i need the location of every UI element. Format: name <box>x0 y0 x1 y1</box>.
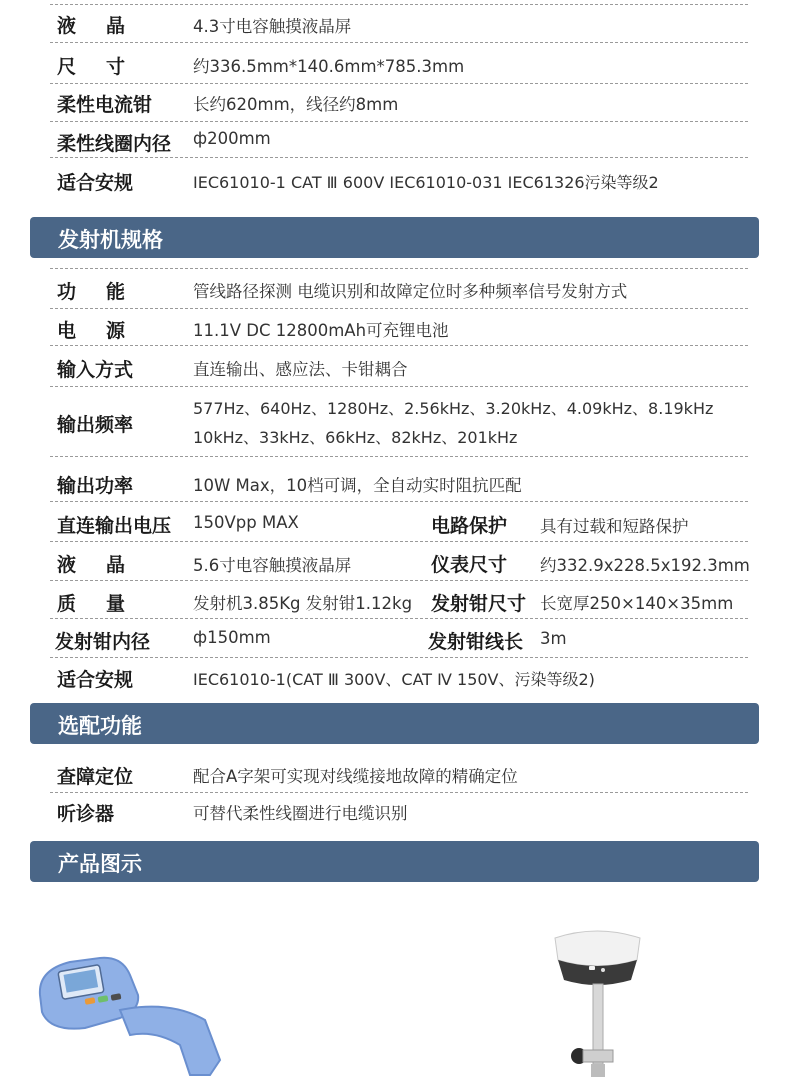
separator <box>50 580 748 581</box>
stethoscope-value: 可替代柔性线圈进行电缆识别 <box>193 804 408 823</box>
input-mode-value: 直连输出、感应法、卡钳耦合 <box>193 360 408 379</box>
function-value: 管线路径探测 电缆识别和故障定位时多种频率信号发射方式 <box>193 282 628 301</box>
output-freq-line2: 10kHz、33kHz、66kHz、82kHz、201kHz <box>193 428 518 447</box>
flex-clamp-label: 柔性电流钳 <box>57 94 153 116</box>
flex-clamp-value: 长约620mm，线径约8mm <box>193 95 399 114</box>
instrument-size-label: 仪表尺寸 <box>431 554 508 576</box>
gnss-receiver-image <box>545 928 650 1077</box>
separator <box>50 541 748 542</box>
receiver-lcd-label: 液晶 <box>57 15 156 37</box>
separator <box>50 42 748 43</box>
separator <box>50 157 748 158</box>
receiver-lcd-value: 4.3寸电容触摸液晶屏 <box>193 17 352 36</box>
receiver-size-value: 约336.5mm*140.6mm*785.3mm <box>193 57 465 76</box>
output-freq-line1: 577Hz、640Hz、1280Hz、2.56kHz、3.20kHz、4.09kHz、8.19kHz <box>193 399 714 418</box>
section-title: 选配功能 <box>58 714 142 738</box>
separator <box>50 792 748 793</box>
output-power-label: 输出功率 <box>57 475 134 497</box>
function-label: 功能 <box>57 281 156 303</box>
clamp-inner-value: ф150mm <box>193 628 271 647</box>
section-header-optional <box>30 703 759 744</box>
separator <box>50 345 748 346</box>
direct-voltage-label: 直连输出电压 <box>57 515 172 537</box>
separator <box>50 121 748 122</box>
separator <box>50 456 748 457</box>
receiver-safety-label: 适合安规 <box>57 172 134 194</box>
weight-label: 质量 <box>57 593 156 615</box>
circuit-protection-label: 电路保护 <box>431 515 508 537</box>
section-header-transmitter <box>30 217 759 258</box>
power-value: 11.1V DC 12800mAh可充锂电池 <box>193 321 449 340</box>
output-power-value: 10W Max，10档可调，全自动实时阻抗匹配 <box>193 476 522 495</box>
power-label: 电源 <box>57 320 156 342</box>
receiver-device-image <box>30 950 230 1077</box>
clamp-size-label: 发射钳尺寸 <box>431 593 527 615</box>
input-mode-label: 输入方式 <box>57 359 134 381</box>
output-freq-label: 输出频率 <box>57 414 134 436</box>
section-title: 发射机规格 <box>58 228 163 252</box>
circuit-protection-value: 具有过载和短路保护 <box>540 517 689 536</box>
separator <box>50 4 748 5</box>
fault-locate-value: 配合A字架可实现对线缆接地故障的精确定位 <box>193 767 518 786</box>
transmitter-lcd-value: 5.6寸电容触摸液晶屏 <box>193 556 352 575</box>
clamp-size-value: 长宽厚250×140×35mm <box>540 594 734 613</box>
section-header-product <box>30 841 759 882</box>
separator <box>50 268 748 269</box>
transmitter-lcd-label: 液晶 <box>57 554 156 576</box>
stethoscope-label: 听诊器 <box>57 803 115 825</box>
clamp-inner-label: 发射钳内径 <box>55 631 151 653</box>
receiver-size-label: 尺寸 <box>57 56 156 78</box>
separator <box>50 618 748 619</box>
receiver-safety-value: IEC61010-1 CAT Ⅲ 600V IEC61010-031 IEC61326污染等级2 <box>193 173 659 192</box>
flex-coil-label: 柔性线圈内径 <box>57 133 172 155</box>
clamp-cable-value: 3m <box>540 629 567 648</box>
separator <box>50 501 748 502</box>
separator <box>50 657 748 658</box>
section-title: 产品图示 <box>58 852 142 876</box>
fault-locate-label: 查障定位 <box>57 766 134 788</box>
weight-value: 发射机3.85Kg 发射钳1.12kg <box>193 594 413 613</box>
separator <box>50 83 748 84</box>
direct-voltage-value: 150Vpp MAX <box>193 513 299 532</box>
separator <box>50 386 748 387</box>
transmitter-safety-label: 适合安规 <box>57 669 134 691</box>
flex-coil-value: ф200mm <box>193 129 271 148</box>
transmitter-safety-value: IEC61010-1(CAT Ⅲ 300V、CAT Ⅳ 150V、污染等级2) <box>193 670 595 689</box>
clamp-cable-label: 发射钳线长 <box>428 631 524 653</box>
separator <box>50 308 748 309</box>
instrument-size-value: 约332.9x228.5x192.3mm <box>540 556 750 575</box>
